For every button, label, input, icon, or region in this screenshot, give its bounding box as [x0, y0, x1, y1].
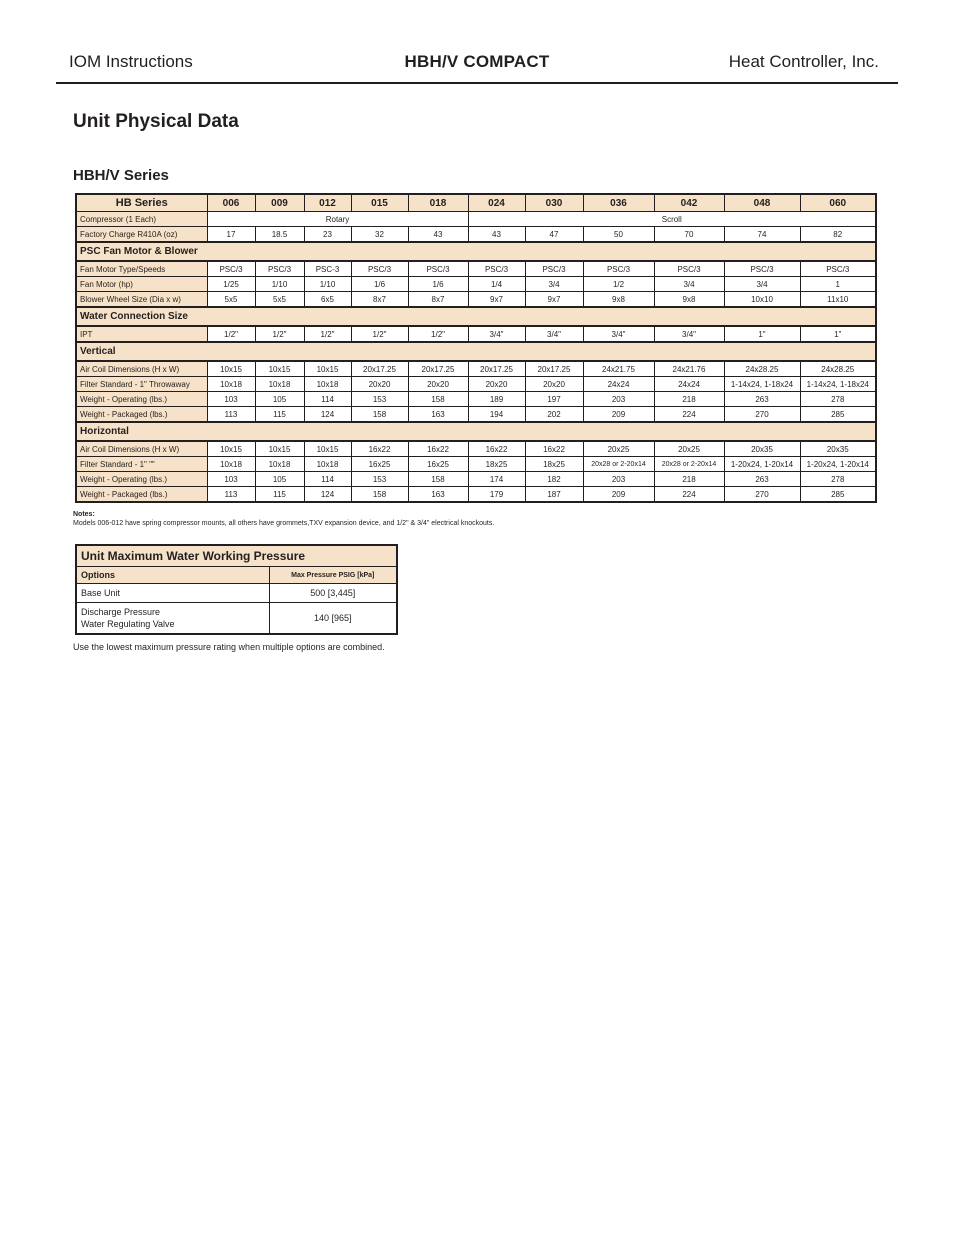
table-cell: 10x10 [724, 292, 800, 308]
table-cell: 270 [724, 487, 800, 503]
table-cell: 158 [408, 472, 468, 487]
row-label: Factory Charge R410A (oz) [76, 227, 207, 243]
table-cell: 1-14x24, 1-18x24 [800, 377, 876, 392]
table-cell: 82 [800, 227, 876, 243]
table-cell: 10x18 [255, 377, 304, 392]
table-cell: 3/4 [525, 277, 583, 292]
table-cell: 3/4" [468, 326, 525, 342]
table-cell: 20x35 [724, 441, 800, 457]
table-cell: 270 [724, 407, 800, 423]
option-label-line: Discharge Pressure [81, 607, 161, 617]
table-cell: 3/4 [724, 277, 800, 292]
table-row [76, 212, 876, 227]
table-cell: 1/10 [304, 277, 351, 292]
table-cell: 163 [408, 407, 468, 423]
table-cell: 20x17.25 [408, 361, 468, 377]
table-row [76, 227, 876, 243]
table-cell: 5x5 [255, 292, 304, 308]
option-label-line: Water Regulating Valve [81, 619, 175, 629]
table-cell: 20x28 or 2-20x14 [654, 457, 724, 472]
table-cell: PSC/3 [351, 261, 408, 277]
table-cell: 224 [654, 487, 724, 503]
pressure-table-header-row [76, 567, 397, 584]
section-header: Water Connection Size [76, 307, 876, 326]
table-cell: PSC/3 [468, 261, 525, 277]
row-label: Weight - Packaged (lbs.) [76, 487, 207, 503]
table-cell: 153 [351, 392, 408, 407]
table-cell: 20x20 [468, 377, 525, 392]
row-label: Air Coil Dimensions (H x W) [76, 441, 207, 457]
table-row [76, 457, 876, 472]
table-cell: 20x28 or 2-20x14 [583, 457, 654, 472]
compressor-type-scroll: Scroll [468, 212, 876, 227]
pressure-table-title: Unit Maximum Water Working Pressure [76, 545, 397, 567]
table-cell: 43 [408, 227, 468, 243]
table-cell: 158 [351, 407, 408, 423]
table-cell: 163 [408, 487, 468, 503]
row-label: Filter Standard - 1" Throwaway [76, 377, 207, 392]
table-cell: 203 [583, 392, 654, 407]
table-cell: PSC/3 [255, 261, 304, 277]
table-cell: 1/2" [255, 326, 304, 342]
table-cell: 218 [654, 472, 724, 487]
table-cell: 8x7 [408, 292, 468, 308]
section-header-row [76, 342, 876, 361]
table-cell: PSC/3 [525, 261, 583, 277]
table-cell: 1-20x24, 1-20x14 [800, 457, 876, 472]
row-label: IPT [76, 326, 207, 342]
notes-text: Models 006-012 have spring compressor mounts, all others have grommets,TXV expansion device, and 1/2" & 3/4" electrical knockouts. [73, 520, 495, 527]
table-cell: PSC/3 [724, 261, 800, 277]
header-left-text: IOM Instructions [69, 52, 193, 71]
table-cell: 124 [304, 407, 351, 423]
table-cell: 263 [724, 472, 800, 487]
table-cell: 6x5 [304, 292, 351, 308]
table-cell: PSC-3 [304, 261, 351, 277]
table-cell: 1/2" [207, 326, 255, 342]
table-cell: 1/10 [255, 277, 304, 292]
table-cell: 10x18 [207, 457, 255, 472]
table-row [76, 441, 876, 457]
table-cell: 10x15 [255, 361, 304, 377]
table-cell: 105 [255, 472, 304, 487]
table-cell: 115 [255, 407, 304, 423]
table-cell: 103 [207, 472, 255, 487]
table-cell: 1/2" [408, 326, 468, 342]
section-header: PSC Fan Motor & Blower [76, 242, 876, 261]
series-column-header: HB Series [76, 194, 207, 212]
table-header-row [76, 194, 876, 212]
table-cell: 179 [468, 487, 525, 503]
table-cell: 10x18 [304, 377, 351, 392]
table-cell: 10x15 [255, 441, 304, 457]
max-water-pressure-table [75, 544, 398, 635]
table-cell: 23 [304, 227, 351, 243]
row-label: Filter Standard - 1" "" [76, 457, 207, 472]
section-header: Vertical [76, 342, 876, 361]
notes [73, 510, 494, 528]
table-cell: 9x8 [583, 292, 654, 308]
table-row [76, 277, 876, 292]
table-cell: 20x20 [408, 377, 468, 392]
section-header: Horizontal [76, 422, 876, 441]
table-cell: 203 [583, 472, 654, 487]
model-column-header: 036 [583, 194, 654, 212]
table-cell: 218 [654, 392, 724, 407]
table-cell: 24x21.76 [654, 361, 724, 377]
table-row [76, 292, 876, 308]
table-cell: PSC/3 [800, 261, 876, 277]
table-cell: 197 [525, 392, 583, 407]
max-pressure-value: 500 [3,445] [269, 584, 397, 603]
table-cell: 285 [800, 487, 876, 503]
table-row [76, 584, 397, 603]
table-cell: 124 [304, 487, 351, 503]
table-cell: 189 [468, 392, 525, 407]
table-cell: 74 [724, 227, 800, 243]
option-label: Base Unit [76, 584, 269, 603]
series-title: HBH/V Series [73, 167, 169, 184]
table-cell: 115 [255, 487, 304, 503]
model-column-header: 015 [351, 194, 408, 212]
table-cell: 202 [525, 407, 583, 423]
model-column-header: 048 [724, 194, 800, 212]
table-cell: 18x25 [525, 457, 583, 472]
table-cell: PSC/3 [583, 261, 654, 277]
section-header-row [76, 307, 876, 326]
spec-table-body [76, 194, 876, 502]
table-cell: 18x25 [468, 457, 525, 472]
header-product-title: HBH/V COMPACT [404, 52, 550, 71]
table-cell: 1/6 [408, 277, 468, 292]
table-row [76, 603, 397, 635]
table-cell: 20x25 [583, 441, 654, 457]
table-cell: 16x22 [525, 441, 583, 457]
table-cell: 8x7 [351, 292, 408, 308]
table-row [76, 326, 876, 342]
table-cell: 1-20x24, 1-20x14 [724, 457, 800, 472]
row-label: Weight - Packaged (lbs.) [76, 407, 207, 423]
table-row [76, 472, 876, 487]
table-cell: PSC/3 [408, 261, 468, 277]
page-title: Unit Physical Data [73, 111, 239, 132]
table-cell: 1" [800, 326, 876, 342]
table-cell: 16x22 [351, 441, 408, 457]
table-cell: 3/4" [654, 326, 724, 342]
pressure-table-title-row [76, 545, 397, 567]
row-label: Compressor (1 Each) [76, 212, 207, 227]
table-cell: 1/4 [468, 277, 525, 292]
table-cell: 1/25 [207, 277, 255, 292]
table-cell: 10x15 [207, 361, 255, 377]
model-column-header: 018 [408, 194, 468, 212]
row-label: Fan Motor (hp) [76, 277, 207, 292]
table-cell: 16x25 [351, 457, 408, 472]
table-cell: 158 [408, 392, 468, 407]
table-cell: 43 [468, 227, 525, 243]
table-cell: 1 [800, 277, 876, 292]
model-column-header: 030 [525, 194, 583, 212]
table-cell: 158 [351, 487, 408, 503]
table-cell: 182 [525, 472, 583, 487]
table-cell: 10x15 [304, 361, 351, 377]
notes-heading: Notes: [73, 511, 95, 518]
table-cell: 20x25 [654, 441, 724, 457]
table-cell: 47 [525, 227, 583, 243]
table-cell: 3/4" [583, 326, 654, 342]
row-label: Weight - Operating (lbs.) [76, 392, 207, 407]
table-cell: 24x28.25 [800, 361, 876, 377]
section-header-row [76, 422, 876, 441]
header-company-name: Heat Controller, Inc. [728, 52, 879, 71]
model-column-header: 009 [255, 194, 304, 212]
table-cell: 187 [525, 487, 583, 503]
table-row [76, 361, 876, 377]
table-cell: 9x8 [654, 292, 724, 308]
max-pressure-column-header: Max Pressure PSIG [kPa] [269, 567, 397, 584]
table-cell: 194 [468, 407, 525, 423]
table-cell: 24x24 [583, 377, 654, 392]
table-cell: 10x15 [207, 441, 255, 457]
row-label: Fan Motor Type/Speeds [76, 261, 207, 277]
table-cell: 10x18 [255, 457, 304, 472]
table-cell: 278 [800, 472, 876, 487]
table-cell: 16x22 [468, 441, 525, 457]
table-cell: 18.5 [255, 227, 304, 243]
option-label [76, 603, 269, 635]
table-cell: 3/4 [654, 277, 724, 292]
table-cell: 1/2" [304, 326, 351, 342]
table-cell: 153 [351, 472, 408, 487]
table-cell: 174 [468, 472, 525, 487]
table-cell: 20x17.25 [351, 361, 408, 377]
table-cell: 9x7 [468, 292, 525, 308]
model-column-header: 006 [207, 194, 255, 212]
table-cell: 5x5 [207, 292, 255, 308]
table-cell: 1-14x24, 1-18x24 [724, 377, 800, 392]
table-cell: 10x18 [304, 457, 351, 472]
table-row [76, 377, 876, 392]
table-cell: 16x25 [408, 457, 468, 472]
table-cell: 24x24 [654, 377, 724, 392]
table-cell: 10x15 [304, 441, 351, 457]
table-row [76, 407, 876, 423]
table-cell: 209 [583, 407, 654, 423]
table-cell: 24x28.25 [724, 361, 800, 377]
table-cell: 10x18 [207, 377, 255, 392]
table-cell: 114 [304, 392, 351, 407]
pressure-note: Use the lowest maximum pressure rating when multiple options are combined. [73, 642, 385, 652]
model-column-header: 042 [654, 194, 724, 212]
unit-physical-data-table [75, 193, 877, 503]
table-cell: 263 [724, 392, 800, 407]
table-cell: 278 [800, 392, 876, 407]
table-cell: 50 [583, 227, 654, 243]
table-cell: 16x22 [408, 441, 468, 457]
table-cell: 1/6 [351, 277, 408, 292]
model-column-header: 060 [800, 194, 876, 212]
model-column-header: 024 [468, 194, 525, 212]
table-cell: 1/2 [583, 277, 654, 292]
table-row [76, 487, 876, 503]
table-cell: 17 [207, 227, 255, 243]
page-header [56, 50, 898, 84]
table-cell: 9x7 [525, 292, 583, 308]
max-pressure-value: 140 [965] [269, 603, 397, 635]
table-cell: 20x17.25 [468, 361, 525, 377]
table-cell: 103 [207, 392, 255, 407]
table-cell: 20x17.25 [525, 361, 583, 377]
table-cell: 20x20 [351, 377, 408, 392]
table-cell: 285 [800, 407, 876, 423]
table-cell: 113 [207, 487, 255, 503]
table-cell: 20x20 [525, 377, 583, 392]
table-cell: 1/2" [351, 326, 408, 342]
table-cell: 209 [583, 487, 654, 503]
row-label: Air Coil Dimensions (H x W) [76, 361, 207, 377]
table-cell: 32 [351, 227, 408, 243]
table-cell: 24x21.75 [583, 361, 654, 377]
table-cell: 1" [724, 326, 800, 342]
table-row [76, 392, 876, 407]
table-cell: 70 [654, 227, 724, 243]
options-column-header: Options [76, 567, 269, 584]
table-cell: 114 [304, 472, 351, 487]
model-column-header: 012 [304, 194, 351, 212]
section-header-row [76, 242, 876, 261]
row-label: Blower Wheel Size (Dia x w) [76, 292, 207, 308]
table-cell: PSC/3 [654, 261, 724, 277]
table-cell: 224 [654, 407, 724, 423]
table-cell: 11x10 [800, 292, 876, 308]
table-cell: 20x35 [800, 441, 876, 457]
table-cell: PSC/3 [207, 261, 255, 277]
row-label: Weight - Operating (lbs.) [76, 472, 207, 487]
table-row [76, 261, 876, 277]
table-cell: 3/4" [525, 326, 583, 342]
table-cell: 113 [207, 407, 255, 423]
compressor-type-rotary: Rotary [207, 212, 468, 227]
table-cell: 105 [255, 392, 304, 407]
